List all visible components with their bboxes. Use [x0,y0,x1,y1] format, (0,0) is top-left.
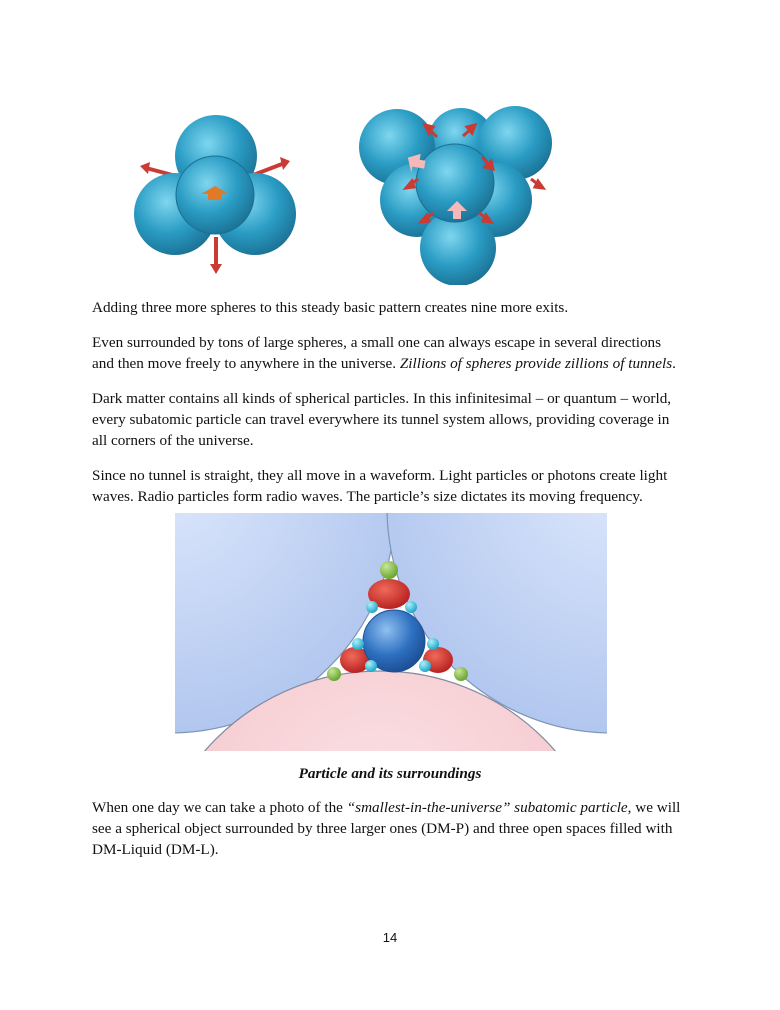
cyan-particle-1 [366,601,378,613]
figure-caption: Particle and its surroundings [298,765,482,782]
green-particle-right [454,667,468,681]
four-sphere-pattern-figure [130,112,305,277]
cyan-particle-6 [419,660,431,672]
paragraph-1: Adding three more spheres to this steady basic pattern creates nine more exits. [92,299,569,316]
arrow-down [210,237,222,274]
cyan-particle-5 [365,660,377,672]
cyan-particle-4 [427,638,439,650]
green-particle-top [380,561,398,579]
page-number: 14 [382,930,398,945]
paragraph-4: Since no tunnel is straight, they all move in a waveform. Light particles or photons create light waves. Radio particles form radio waves. The particle’s size dictates its moving frequency. [92,467,668,505]
paragraph-2: Even surrounded by tons of large spheres, a small one can always escape in several directions and then move freely to anywhere in the universe. Zillions of spheres provide zillions of tunnels. [92,334,676,372]
paragraph-5: When one day we can take a photo of the “smallest-in-the-universe” subatomic particle, we will see a spherical object surrounded by three larger ones (DM-P) and three open spaces filled with DM-Liquid (DM-L). [92,799,681,858]
cyan-particle-2 [405,601,417,613]
paragraph-3: Dark matter contains all kinds of spherical particles. In this infinitesimal – or quantum – world, every subatomic particle can travel everywhere its tunnel system allows, providing coverage in all corners of the universe. [92,390,672,449]
green-particle-left [327,667,341,681]
cyan-particle-3 [352,638,364,650]
seven-sphere-pattern-figure [355,105,555,285]
particle-surroundings-figure [175,513,607,751]
